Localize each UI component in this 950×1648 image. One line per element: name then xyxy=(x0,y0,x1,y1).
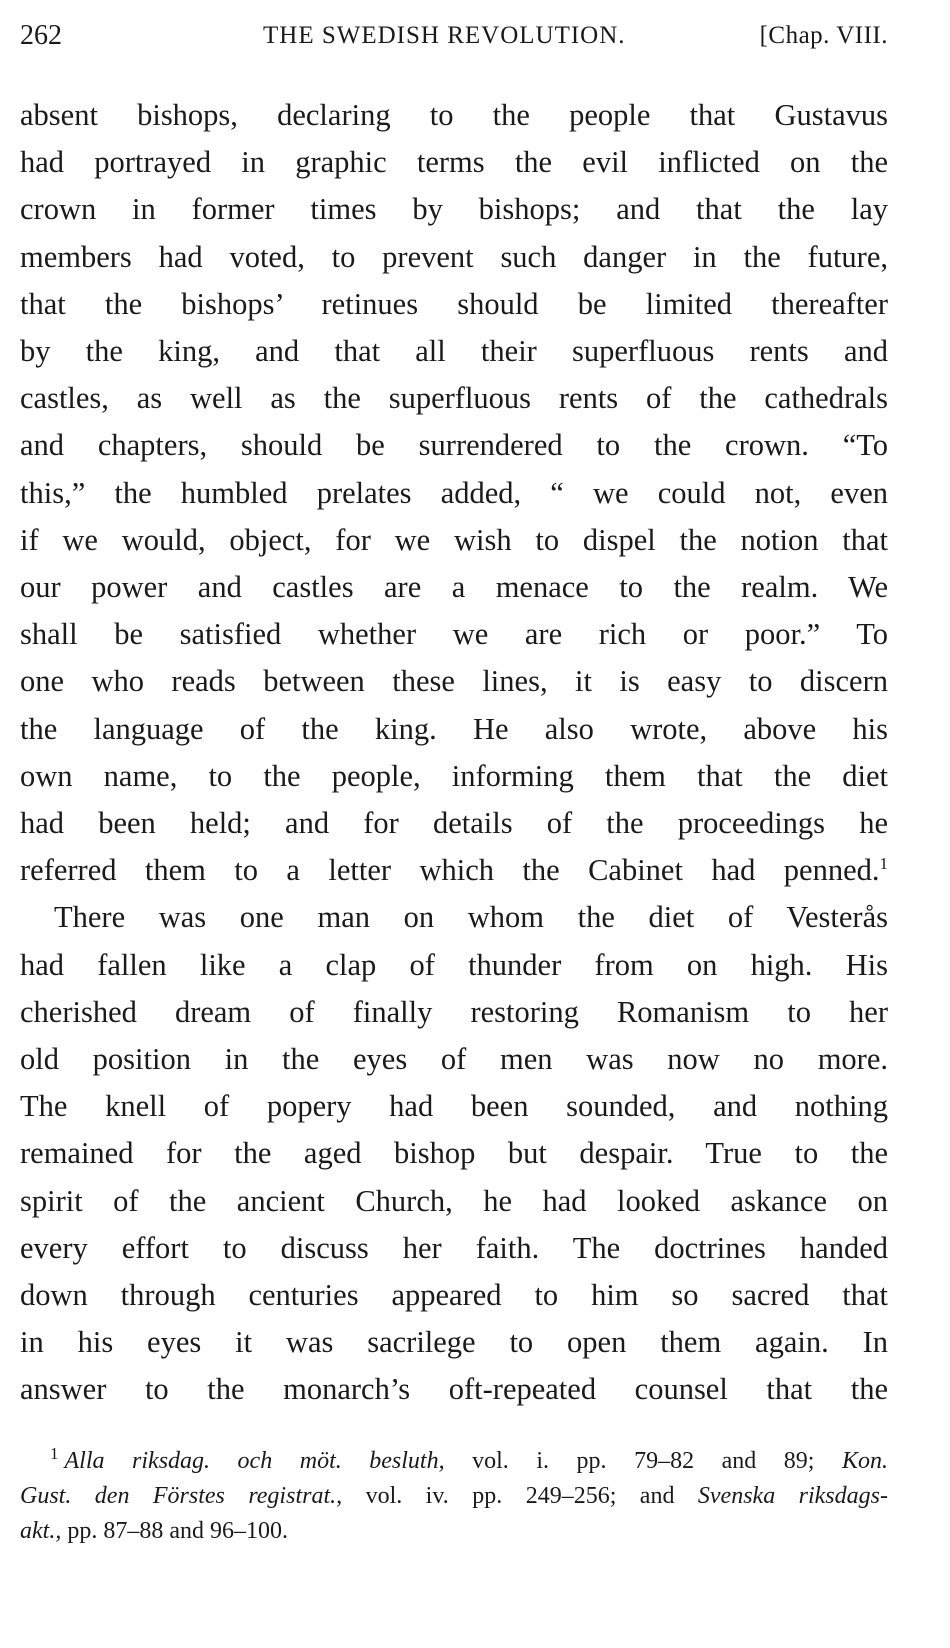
text-line: castles, as well as the superfluous rents of the cathedrals xyxy=(20,381,888,416)
running-header xyxy=(20,16,888,56)
text-line: absent bishops, declaring to the people that Gustavus xyxy=(20,98,888,132)
text-line-with-ref xyxy=(20,847,888,894)
footnote-line xyxy=(20,1444,888,1479)
text-line: crown in former times by bishops; and that the lay xyxy=(20,192,888,227)
page-number: 262 xyxy=(20,20,62,51)
footnote-line xyxy=(20,1479,888,1514)
text-line: this,” the humbled prelates added, “ we could not, even xyxy=(20,475,888,510)
text-line: and chapters, should be surrendered to the crown. “To xyxy=(20,428,888,463)
text-line: shall be satisfied whether we are rich or poor.” To xyxy=(20,617,888,652)
citation-text: vol. iv. pp. 249–256; and xyxy=(342,1483,698,1509)
running-title: THE SWEDISH REVOLUTION. xyxy=(263,22,626,49)
citation-title: Kon. xyxy=(841,1448,888,1474)
text-line: if we would, object, for we wish to dispel the notion that xyxy=(20,522,888,557)
text-line: down through centuries appeared to him so sacred that xyxy=(20,1278,888,1313)
text-line: had fallen like a clap of thunder from on high. His xyxy=(20,947,888,982)
text-line: one who reads between these lines, it is easy to discern xyxy=(20,664,888,699)
footnote-reference: 1 xyxy=(879,854,888,874)
footnote-mark: 1 xyxy=(50,1444,59,1463)
text-line: the language of the king. He also wrote, above his xyxy=(20,711,888,746)
text-line: members had voted, to prevent such danger in the future, xyxy=(20,239,888,274)
text-line: spirit of the ancient Church, he had looked askance on xyxy=(20,1183,888,1218)
text-line: that the bishops’ retinues should be limited thereafter xyxy=(20,286,888,321)
footnote-1 xyxy=(20,1444,888,1549)
text-line: our power and castles are a menace to the realm. We xyxy=(20,570,888,605)
text-line: had been held; and for details of the proceedings he xyxy=(20,806,888,841)
text-line: referred them to a letter which the Cabinet had penned. xyxy=(20,853,880,888)
text-line: There was one man on whom the diet of Vesterås xyxy=(54,900,888,935)
text-line: in his eyes it was sacrilege to open them again. In xyxy=(20,1325,888,1360)
paragraph-2 xyxy=(20,894,888,1413)
citation-text: vol. i. pp. 79–82 and 89; xyxy=(444,1448,842,1474)
citation-title: akt., xyxy=(20,1518,62,1544)
text-line: The knell of popery had been sounded, and nothing xyxy=(20,1089,888,1124)
footnote-line xyxy=(20,1514,888,1549)
text-line: old position in the eyes of men was now no more. xyxy=(20,1042,888,1077)
citation-title: Alla riksdag. och möt. besluth, xyxy=(64,1448,445,1474)
text-line: answer to the monarch’s oft-repeated counsel that the xyxy=(20,1372,888,1407)
text-line: own name, to the people, informing them that the diet xyxy=(20,758,888,793)
citation-title: Gust. den Förstes registrat., xyxy=(20,1483,343,1509)
chapter-label: [Chap. VIII. xyxy=(759,22,888,49)
text-line: had portrayed in graphic terms the evil inflicted on the xyxy=(20,145,888,180)
text-line: by the king, and that all their superfluous rents and xyxy=(20,334,888,369)
citation-text: pp. 87–88 and 96–100. xyxy=(61,1518,288,1544)
citation-title: Svenska riksdags- xyxy=(697,1483,888,1509)
text-line: remained for the aged bishop but despair. True to the xyxy=(20,1136,888,1171)
text-line: cherished dream of finally restoring Romanism to her xyxy=(20,994,888,1029)
footnotes xyxy=(20,1444,888,1549)
body-text xyxy=(20,92,888,1414)
text-line: every effort to discuss her faith. The doctrines handed xyxy=(20,1230,888,1265)
paragraph-1 xyxy=(20,92,888,894)
